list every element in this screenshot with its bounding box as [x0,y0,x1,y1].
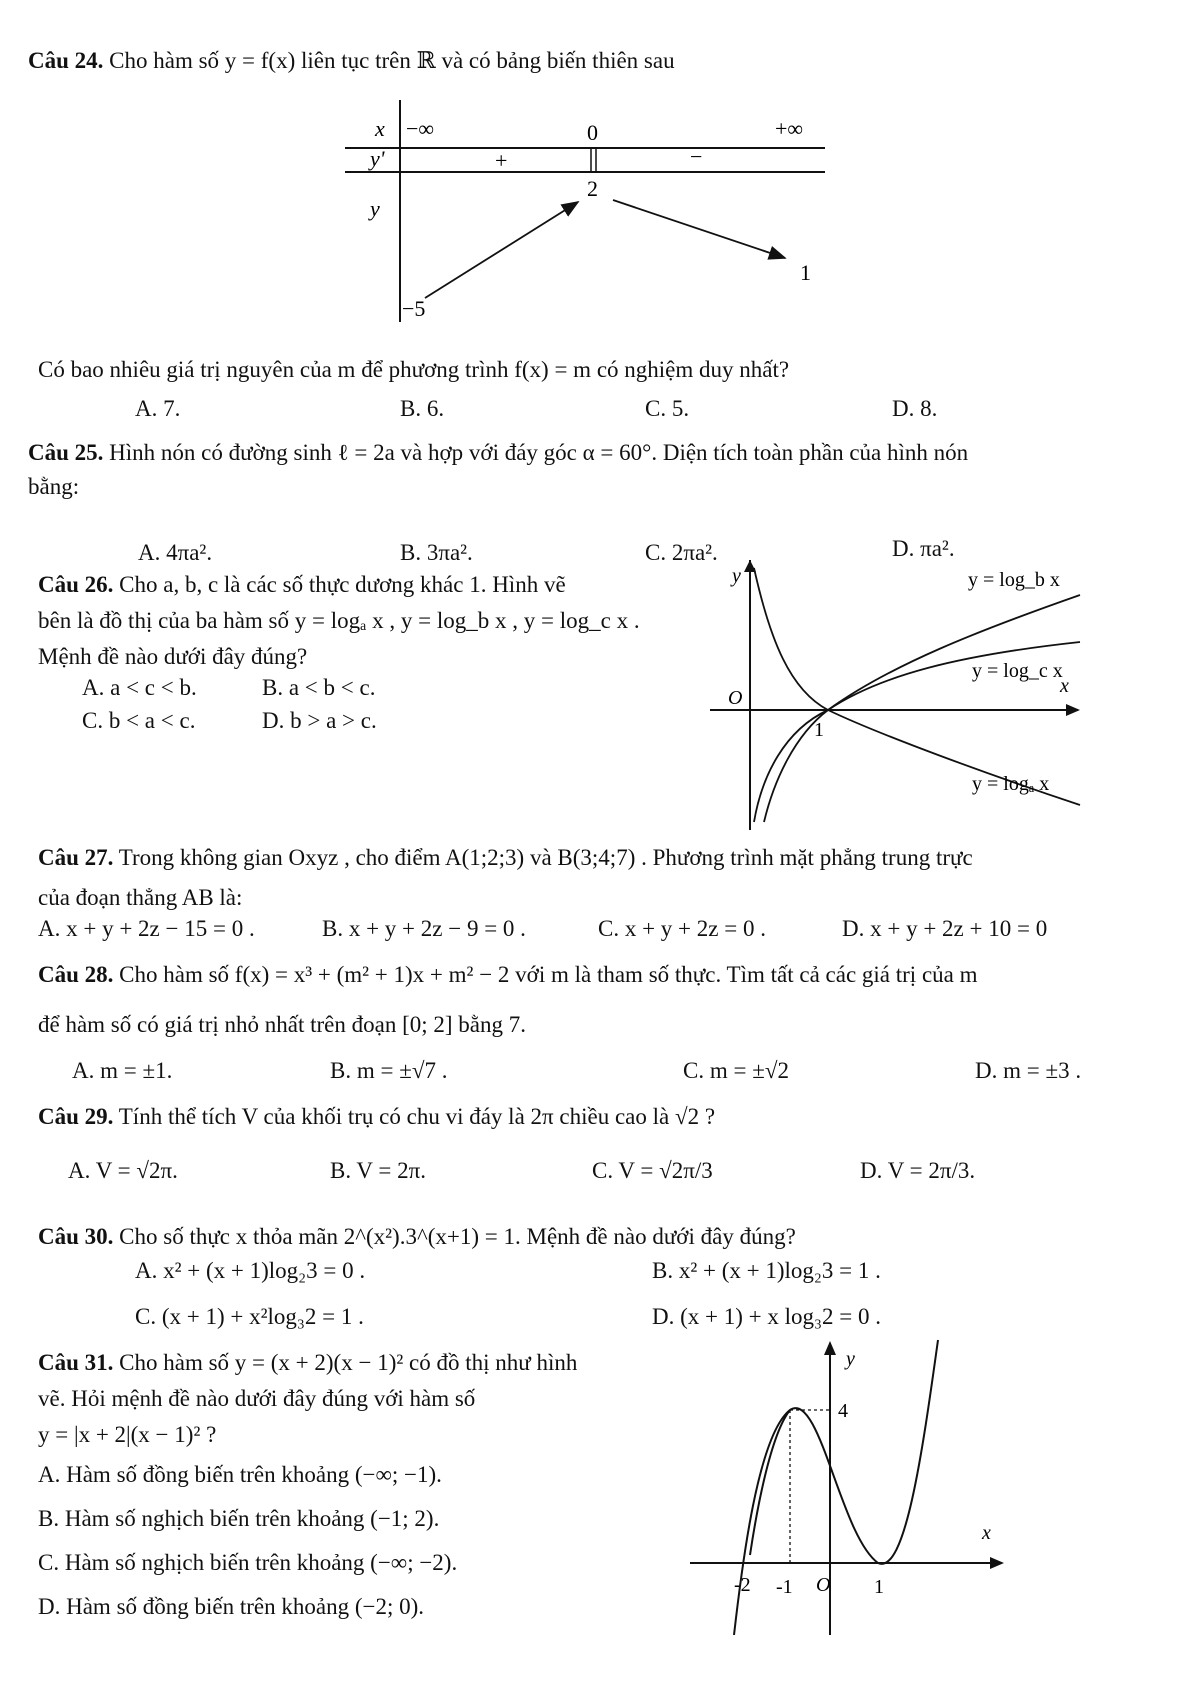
q26-label-log-b: y = log_b x [968,569,1060,591]
q31-option-b[interactable]: B. Hàm số nghịch biến trên khoảng (−1; 2). [38,1506,440,1531]
q25-label: Câu 25. [28,440,104,465]
q27-option-b[interactable]: B. x + y + 2z − 9 = 0 . [322,916,526,941]
q26-x-axis-label: x [1060,675,1069,697]
q24-arrow-up [425,202,578,298]
q24-option-b[interactable]: B. 6. [400,396,445,421]
q30-option-c[interactable]: C. (x + 1) + x²log₃2 = 1 . [135,1304,364,1329]
q28-line2: để hàm số có giá trị nhỏ nhất trên đoạn [0; 2] bằng 7. [38,1012,526,1037]
q31-option-c[interactable]: C. Hàm số nghịch biến trên khoảng (−∞; −2). [38,1550,458,1575]
q28-text1: Cho hàm số f(x) = x³ + (m² + 1)x + m² − 2 với m là tham số thực. Tìm tất cả các giá trị của m [119,962,978,987]
q28-option-b[interactable]: B. m = ±√7 . [330,1058,448,1083]
q30-option-b[interactable]: B. x² + (x + 1)log₂3 = 1 . [652,1258,881,1283]
q24-x-label: x [375,116,385,141]
q29-option-b[interactable]: B. V = 2π. [330,1158,426,1183]
q28-option-d[interactable]: D. m = ±3 . [975,1058,1082,1083]
q30-text1: Cho số thực x thỏa mãn 2^(x²).3^(x+1) = 1. Mệnh đề nào dưới đây đúng? [119,1224,796,1249]
q26-text1: Cho a, b, c là các số thực dương khác 1. Hình vẽ [119,572,566,597]
q28-label: Câu 28. [38,962,114,987]
q24-yprime-label: y' [370,146,385,171]
q30-option-d[interactable]: D. (x + 1) + x log₃2 = 0 . [652,1304,882,1329]
q28-option-c[interactable]: C. m = ±√2 [683,1058,789,1083]
q25-line1 [28,440,968,466]
q24-y-min: −5 [402,296,426,321]
q26-label-log-c: y = log_c x [972,660,1063,682]
q31-curve [734,1340,938,1635]
q26-label-log-a: y = logₐ x [972,773,1050,795]
q24-y-max: 2 [587,176,598,201]
q24-option-a[interactable]: A. 7. [135,396,181,421]
q31-line3: y = |x + 2|(x − 1)² ? [38,1422,217,1447]
q24-arrow-down [613,200,785,258]
q31-option-a[interactable]: A. Hàm số đồng biến trên khoảng (−∞; −1). [38,1462,442,1487]
q31-option-d[interactable]: D. Hàm số đồng biến trên khoảng (−2; 0). [38,1594,425,1619]
q24-stem: Cho hàm số y = f(x) liên tục trên ℝ và có bảng biến thiên sau [109,48,675,73]
q27-option-c[interactable]: C. x + y + 2z = 0 . [598,916,766,941]
q31-curve-reflected [750,1410,790,1555]
q24-label: Câu 24. [28,48,104,73]
q31-tick-neg1: -1 [776,1576,793,1598]
q26-origin-label: O [728,687,743,709]
q29-option-d[interactable]: D. V = 2π/3. [860,1158,976,1183]
q31-line2: vẽ. Hỏi mệnh đề nào dưới đây đúng với hàm số [38,1386,476,1411]
q31-cubic-graph [690,1335,1020,1635]
q24-x-neg-inf: −∞ [406,116,435,141]
q27-option-a[interactable]: A. x + y + 2z − 15 = 0 . [38,916,255,941]
q31-tick-four: 4 [838,1400,848,1422]
q24-y-label: y [370,196,380,221]
q26-label: Câu 26. [38,572,114,597]
q31-line1 [38,1350,577,1376]
q29-text1: Tính thể tích V của khối trụ có chu vi đáy là 2π chiều cao là √2 ? [118,1104,716,1129]
q26-option-c[interactable]: C. b < a < c. [82,708,196,733]
q25-line2: bằng: [28,474,80,499]
q27-option-d[interactable]: D. x + y + 2z + 10 = 0 [842,916,1048,941]
q30-line1 [38,1224,796,1250]
q31-tick-neg2: -2 [734,1574,751,1596]
q30-label: Câu 30. [38,1224,114,1249]
q31-label: Câu 31. [38,1350,114,1375]
q26-curve-log-a [754,568,1080,805]
q31-x-axis-label: x [982,1522,991,1544]
q27-text1: Trong không gian Oxyz , cho điểm A(1;2;3) và B(3;4;7) . Phương trình mặt phẳng trung trực [118,845,973,870]
q25-text1: Hình nón có đường sinh ℓ = 2a và hợp với đáy góc α = 60°. Diện tích toàn phần của hình nón [109,440,969,465]
q27-line1 [38,845,973,871]
q26-line3: Mệnh đề nào dưới đây đúng? [38,644,308,669]
q26-one-label: 1 [814,719,824,741]
q25-option-b[interactable]: B. 3πa². [400,540,473,565]
q24-stem-line [28,48,675,74]
q24-x-pos-inf: +∞ [775,116,804,141]
q26-option-d[interactable]: D. b > a > c. [262,708,377,733]
q26-log-graph [710,560,1090,830]
q24-x-zero: 0 [587,120,598,145]
q24-option-d[interactable]: D. 8. [892,396,938,421]
q30-option-a[interactable]: A. x² + (x + 1)log₂3 = 0 . [135,1258,366,1283]
q29-option-a[interactable]: A. V = √2π. [68,1158,178,1183]
q24-sign-minus: − [690,144,703,169]
q26-line2: bên là đồ thị của ba hàm số y = logₐ x , y = log_b x , y = log_c x . [38,608,640,633]
q31-tick-one: 1 [874,1576,884,1598]
q28-line1 [38,962,978,988]
q24-variation-table [330,100,830,330]
q27-line2: của đoạn thẳng AB là: [38,885,243,910]
q25-option-d[interactable]: D. πa². [892,536,955,561]
q25-option-c[interactable]: C. 2πa². [645,540,718,565]
q24-option-c[interactable]: C. 5. [645,396,690,421]
q24-question: Có bao nhiêu giá trị nguyên của m để phương trình f(x) = m có nghiệm duy nhất? [38,357,790,382]
q27-label: Câu 27. [38,845,114,870]
q29-label: Câu 29. [38,1104,114,1129]
q26-line1 [38,572,566,598]
q28-option-a[interactable]: A. m = ±1. [72,1058,173,1083]
q31-y-axis-label: y [846,1348,855,1370]
q29-line1 [38,1104,715,1130]
q31-text1: Cho hàm số y = (x + 2)(x − 1)² có đồ thị như hình [119,1350,578,1375]
q24-y-end: 1 [800,260,811,285]
q26-option-a[interactable]: A. a < c < b. [82,675,197,700]
q31-tick-origin: O [816,1574,831,1596]
q26-y-axis-label: y [732,565,741,587]
q29-option-c[interactable]: C. V = √2π/3 [592,1158,713,1183]
q25-option-a[interactable]: A. 4πa². [138,540,213,565]
q24-sign-plus: + [495,148,508,173]
q26-option-b[interactable]: B. a < b < c. [262,675,376,700]
